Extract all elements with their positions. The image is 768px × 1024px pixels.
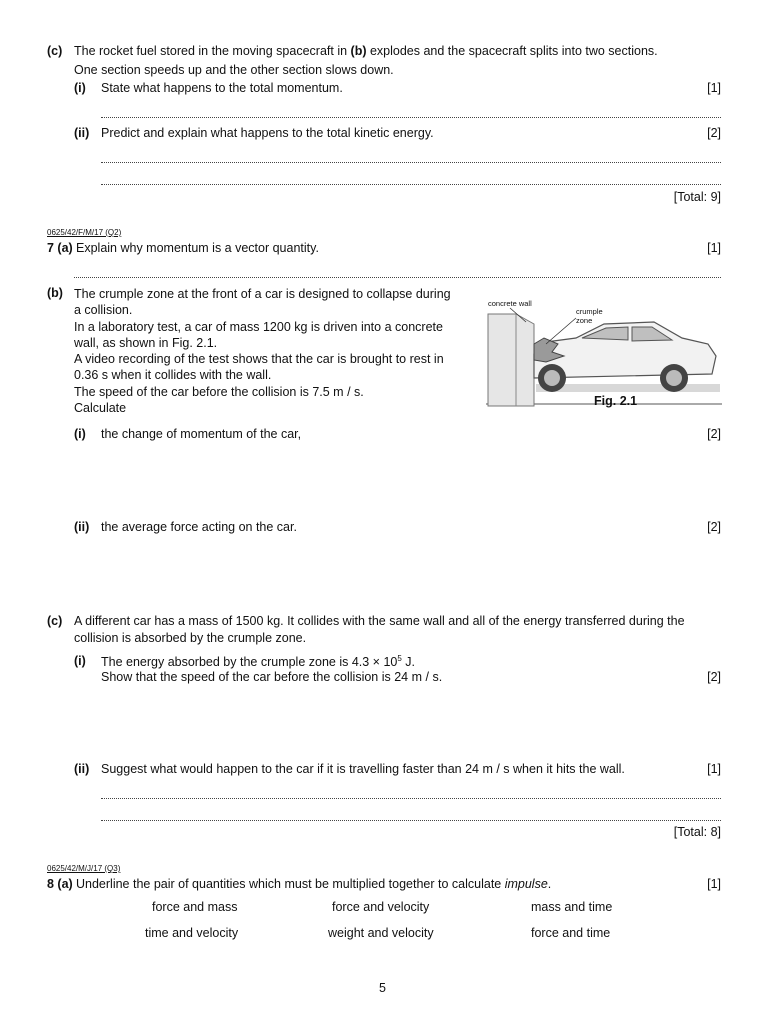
q6c-label: (c) (47, 44, 63, 58)
q7b-line: The speed of the car before the collision is 7.5 m / s. (74, 384, 364, 399)
q6c-bold-ref: (b) (350, 44, 367, 58)
page-number: 5 (379, 981, 386, 995)
option-time-and-velocity[interactable]: time and velocity (145, 926, 239, 940)
q7b-line: Calculate (74, 401, 127, 416)
q7a-label: 7 (a) (47, 241, 73, 255)
q7b-line: A video recording of the test shows that the car is brought to rest in (74, 352, 444, 367)
q6c-line2: One section speeds up and the other section slows down. (74, 63, 394, 77)
fig-label-zone: zone (576, 316, 593, 325)
q6c-line1-post: explodes and the spacecraft splits into two sections. (366, 44, 658, 58)
q8a-label: 8 (a) (47, 877, 73, 891)
fig-label-concrete-wall: concrete wall (488, 299, 532, 308)
q7b-label: (b) (47, 286, 63, 300)
q6cii-marks: [2] (707, 126, 721, 140)
answer-line[interactable] (101, 117, 721, 118)
q7c-line2: collision is absorbed by the crumple zone. (74, 631, 307, 645)
q6c-line1-pre: The rocket fuel stored in the moving spacecraft in (74, 44, 351, 58)
q7bii-text: the average force acting on the car. (101, 520, 297, 534)
option-force-and-mass[interactable]: force and mass (152, 900, 238, 914)
q6cii-text: Predict and explain what happens to the total kinetic energy. (101, 126, 434, 140)
q8a-text-post: . (547, 877, 552, 891)
answer-line[interactable] (101, 798, 721, 799)
q8-source-ref: 0625/42/M/J/17 (Q3) (47, 864, 121, 873)
q8a-marks: [1] (707, 877, 721, 891)
option-weight-and-velocity[interactable]: weight and velocity (328, 926, 434, 940)
q7ci-line1 (101, 654, 415, 669)
q7ci-line2: Show that the speed of the car before the collision is 24 m / s. (101, 670, 443, 684)
answer-line[interactable] (101, 162, 721, 163)
answer-line[interactable] (74, 277, 721, 278)
q6ci-text: State what happens to the total momentum. (101, 81, 343, 95)
q8a-text-pre: Underline the pair of quantities which must be multiplied together to calculate (76, 877, 505, 891)
q8a-text-italic: impulse (504, 877, 548, 891)
q6ci-marks: [1] (707, 81, 721, 95)
q7cii-marks: [1] (707, 762, 721, 776)
q7cii-label: (ii) (74, 762, 90, 776)
q7c-label: (c) (47, 614, 63, 628)
q7b-line: In a laboratory test, a car of mass 1200 kg is driven into a concrete (74, 319, 443, 334)
option-force-and-velocity[interactable]: force and velocity (332, 900, 430, 914)
option-force-and-time[interactable]: force and time (531, 926, 611, 940)
q8a-text (76, 877, 551, 891)
q7a-text: Explain why momentum is a vector quantity. (76, 241, 319, 255)
q6c-line1 (74, 44, 658, 58)
answer-line[interactable] (101, 184, 721, 185)
q6ci-label: (i) (74, 81, 86, 95)
q7b-line: 0.36 s when it collides with the wall. (74, 368, 272, 383)
q7bii-marks: [2] (707, 520, 721, 534)
q7b-line: The crumple zone at the front of a car is designed to collapse during (74, 287, 451, 301)
q7ci-label: (i) (74, 654, 86, 668)
answer-line[interactable] (101, 820, 721, 821)
q7ci-line1-pre: The energy absorbed by the crumple zone is 4.3 × 10 (101, 655, 398, 670)
q7bi-label: (i) (74, 427, 86, 441)
q7ci-exponent: 5 (397, 654, 402, 663)
q7a-marks: [1] (707, 241, 721, 255)
q7bii-label: (ii) (74, 520, 90, 534)
fig-label-crumple: crumple (576, 307, 603, 316)
q7ci-line1-post: J. (401, 655, 416, 670)
q7b-line: a collision. (74, 303, 133, 318)
q7bi-text: the change of momentum of the car, (101, 427, 302, 441)
option-mass-and-time[interactable]: mass and time (531, 900, 613, 914)
q7bi-marks: [2] (707, 427, 721, 441)
q7cii-text: Suggest what would happen to the car if it is travelling faster than 24 m / s when it hits the wall. (101, 762, 625, 776)
q6cii-label: (ii) (74, 126, 90, 140)
q7-source-ref: 0625/42/F/M/17 (Q2) (47, 228, 122, 237)
q7ci-marks: [2] (707, 670, 721, 684)
q7c-line1: A different car has a mass of 1500 kg. It collides with the same wall and all of the energy transferred during the (74, 614, 685, 628)
q7b-text-block (74, 286, 451, 416)
q6-total: [Total: 9] (673, 190, 721, 204)
q7-total: [Total: 8] (673, 825, 721, 839)
fig-caption: Fig. 2.1 (594, 394, 638, 408)
q7b-line: wall, as shown in Fig. 2.1. (74, 335, 218, 350)
